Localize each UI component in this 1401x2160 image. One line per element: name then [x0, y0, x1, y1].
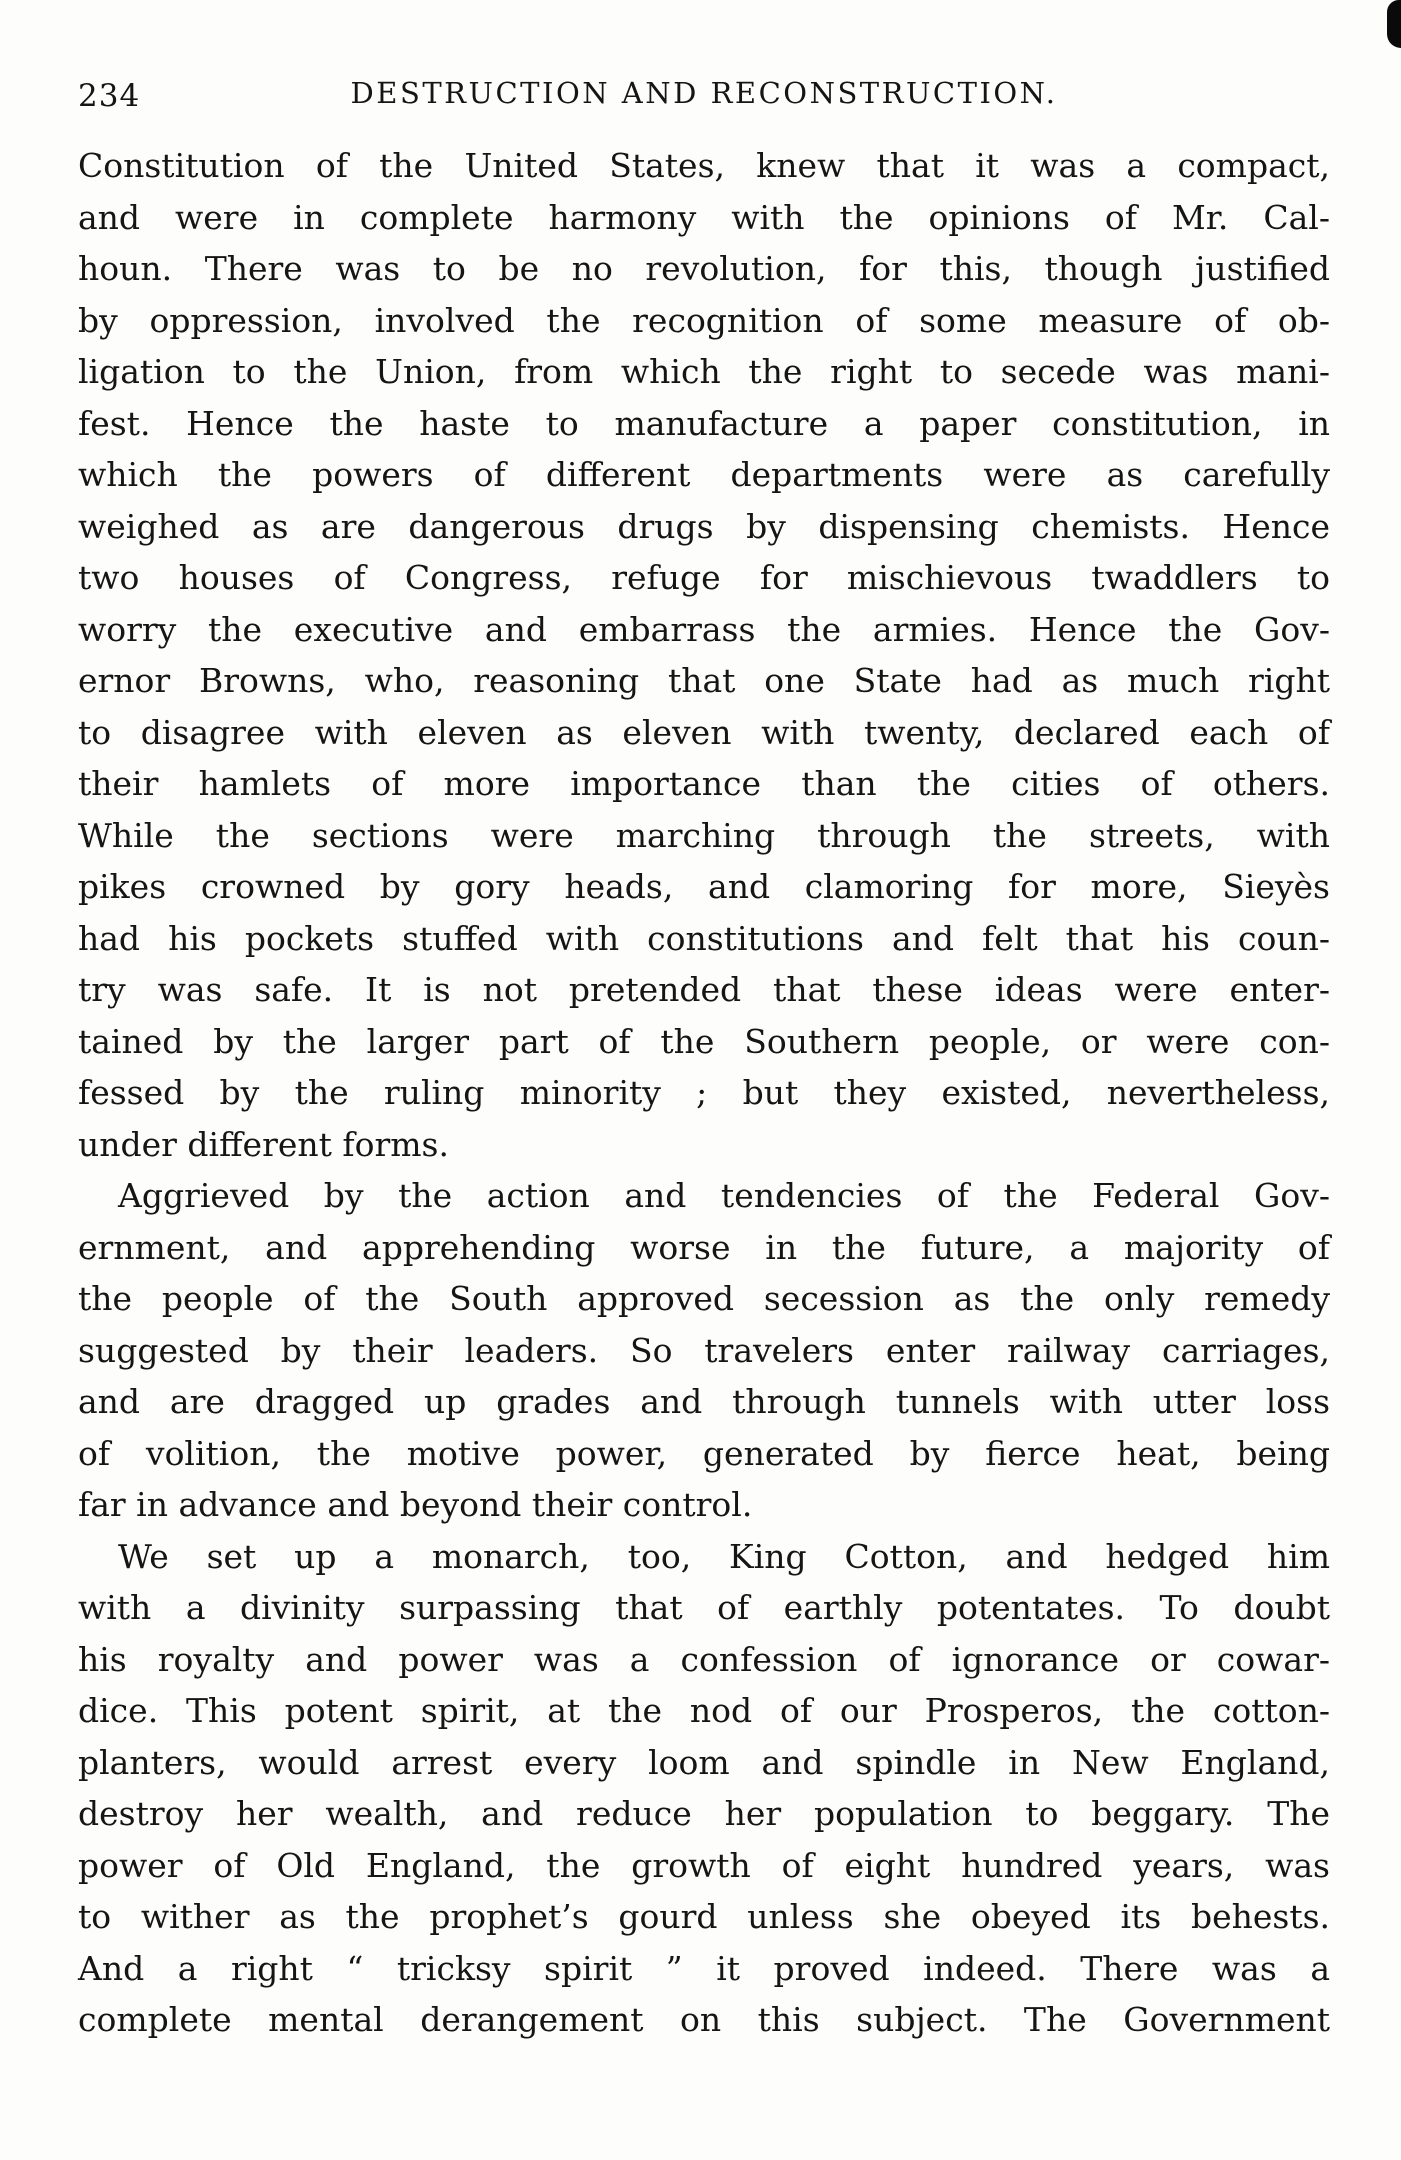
- text-line: And a right “ tricksy spirit ” it proved indeed. There was a: [78, 1948, 1330, 1988]
- text-line: two houses of Congress, refuge for mischievous twaddlers to: [78, 558, 1330, 597]
- text-line: try was safe. It is not pretended that these ideas were enter-: [78, 970, 1330, 1009]
- text-line: weighed as are dangerous drugs by dispensing chemists. Hence: [78, 506, 1330, 546]
- text-line: ligation to the Union, from which the right to secede was mani-: [78, 352, 1330, 391]
- text-line: to disagree with eleven as eleven with twenty, declared each of: [78, 712, 1330, 752]
- text-line: ernment, and apprehending worse in the future, a majority of: [78, 1227, 1330, 1267]
- text-line: his royalty and power was a confession of ignorance or cowar-: [78, 1639, 1330, 1679]
- running-title: DESTRUCTION AND RECONSTRUCTION.: [350, 76, 1058, 110]
- text-line: ernor Browns, who, reasoning that one State had as much right: [78, 661, 1330, 700]
- text-line: and are dragged up grades and through tunnels with utter loss: [78, 1382, 1330, 1421]
- text-line: planters, would arrest every loom and spindle in New England,: [78, 1742, 1330, 1782]
- text-line: to wither as the prophet’s gourd unless she obeyed its behests.: [78, 1897, 1330, 1936]
- text-line: fest. Hence the haste to manufacture a paper constitution, in: [78, 403, 1330, 443]
- text-line: complete mental derangement on this subject. The Government: [78, 2000, 1330, 2039]
- text-line: which the powers of different departments were as carefully: [78, 455, 1330, 494]
- text-line: dice. This potent spirit, at the nod of our Prosperos, the cotton-: [78, 1691, 1330, 1730]
- ink-blot-artifact: [1387, 0, 1401, 48]
- text-line: destroy her wealth, and reduce her population to beggary. The: [78, 1794, 1330, 1833]
- text-line: with a divinity surpassing that of earthly potentates. To doubt: [78, 1588, 1330, 1627]
- text-line: Constitution of the United States, knew that it was a compact,: [78, 146, 1330, 185]
- text-line: power of Old England, the growth of eight hundred years, was: [78, 1845, 1330, 1885]
- text-line: We set up a monarch, too, King Cotton, and hedged him: [118, 1536, 1330, 1576]
- text-line: had his pockets stuffed with constitutions and felt that his coun-: [78, 918, 1330, 958]
- text-line: under different forms.: [78, 1124, 449, 1164]
- text-line: of volition, the motive power, generated by fierce heat, being: [78, 1433, 1330, 1473]
- text-line: Aggrieved by the action and tendencies of the Federal Gov-: [118, 1176, 1330, 1215]
- text-line: worry the executive and embarrass the armies. Hence the Gov-: [78, 609, 1330, 649]
- page-body: [78, 140, 1330, 2046]
- text-line: fessed by the ruling minority ; but they existed, nevertheless,: [78, 1073, 1330, 1112]
- page-header: [78, 76, 1330, 120]
- text-line: suggested by their leaders. So travelers enter railway carriages,: [78, 1330, 1330, 1370]
- text-line: the people of the South approved secession as the only remedy: [78, 1279, 1330, 1318]
- text-line: far in advance and beyond their control.: [78, 1485, 753, 1524]
- text-line: pikes crowned by gory heads, and clamoring for more, Sieyès: [78, 867, 1330, 906]
- text-line: their hamlets of more importance than the cities of others.: [78, 764, 1330, 803]
- text-line: by oppression, involved the recognition of some measure of ob-: [78, 300, 1330, 340]
- text-line: While the sections were marching through the streets, with: [78, 815, 1330, 855]
- page-number: 234: [78, 78, 141, 114]
- text-line: houn. There was to be no revolution, for this, though justified: [78, 249, 1330, 288]
- text-line: tained by the larger part of the Southern people, or were con-: [78, 1021, 1330, 1061]
- text-line: and were in complete harmony with the opinions of Mr. Cal-: [78, 197, 1330, 237]
